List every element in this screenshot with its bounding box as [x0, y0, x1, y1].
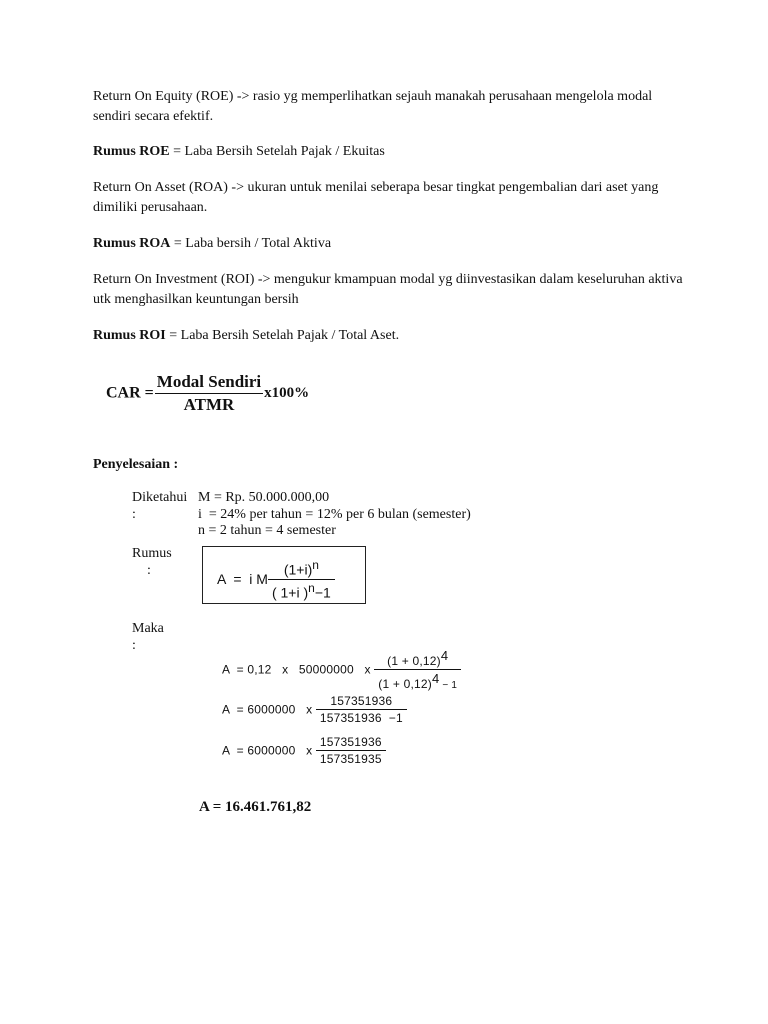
car-denominator: ATMR	[183, 395, 235, 414]
roi-formula	[93, 326, 693, 346]
roe-definition: Return On Equity (ROE) -> rasio yg memperlihatkan sejauh manakah perusahaan mengelola modal sendiri secara efektif.	[93, 89, 653, 124]
step2-lhs: A = 6000000 x	[222, 702, 313, 717]
known-m: M = Rp. 50.000.000,00	[198, 490, 330, 505]
annuity-num-exp: n	[312, 558, 319, 572]
annuity-denominator	[268, 580, 335, 601]
roe-formula-label: Rumus ROE	[93, 144, 170, 159]
step3-denominator: 157351935	[319, 752, 382, 766]
step2-denominator: 157351936 −1	[319, 711, 403, 725]
roi-definition: Return On Investment (ROI) -> mengukur kmampuan modal yg diinvestasikan dalam keseluruhan aktiva utk menghasilkan keuntungan bersih	[93, 272, 683, 307]
annuity-formula	[217, 558, 335, 600]
known-n: n = 2 tahun = 4 semester	[198, 523, 336, 538]
annuity-numerator	[268, 558, 335, 580]
step1-denominator	[374, 670, 461, 691]
rumus-colon: :	[147, 563, 151, 578]
step2-numerator: 157351936	[316, 694, 407, 710]
step1-den-base: (1 + 0,12)	[378, 677, 432, 691]
car-fraction	[155, 372, 263, 415]
rumus-label: Rumus	[132, 546, 172, 561]
roi-formula-text: = Laba Bersih Setelah Pajak / Total Aset.	[165, 328, 400, 343]
car-formula	[106, 372, 309, 415]
annuity-formula-box	[202, 546, 366, 604]
known-colon: :	[132, 507, 136, 522]
step1-fraction	[374, 648, 461, 691]
known-i: i = 24% per tahun = 12% per 6 bulan (semester)	[198, 507, 471, 522]
final-result: A = 16.461.761,82	[199, 799, 312, 815]
step1-den-exp: 4	[431, 671, 440, 686]
annuity-den-base: ( 1+i )	[271, 584, 309, 601]
annuity-den-tail: −1	[314, 584, 331, 601]
calc-step-2	[222, 694, 407, 725]
calc-step-1	[222, 648, 461, 691]
step3-lhs: A = 6000000 x	[222, 743, 313, 758]
roe-formula-text: = Laba Bersih Setelah Pajak / Ekuitas	[169, 144, 385, 159]
roa-formula-text: = Laba bersih / Total Aktiva	[170, 236, 332, 251]
annuity-den-exp: n	[308, 580, 315, 595]
roi-formula-label: Rumus ROI	[93, 328, 166, 343]
annuity-lhs: A = i M	[217, 571, 268, 588]
step1-den-tail: − 1	[439, 680, 458, 691]
known-label: Diketahui	[132, 490, 188, 505]
step3-fraction	[316, 735, 386, 766]
roe-formula	[93, 142, 693, 162]
car-suffix: x100%	[264, 385, 310, 401]
solution-heading: Penyelesaian :	[93, 457, 179, 472]
step2-fraction	[316, 694, 407, 725]
annuity-num-base: (1+i)	[283, 561, 313, 578]
calc-step-3	[222, 735, 386, 766]
step1-numerator	[374, 648, 461, 670]
step3-numerator: 157351936	[316, 735, 386, 751]
car-numerator: Modal Sendiri	[155, 372, 263, 394]
annuity-fraction	[268, 558, 335, 600]
roa-formula	[93, 234, 693, 254]
step1-lhs: A = 0,12 x 50000000 x	[222, 662, 371, 677]
step1-num-base: (1 + 0,12)	[387, 654, 441, 668]
maka-label: Maka	[132, 621, 164, 636]
step1-num-exp: 4	[440, 648, 449, 663]
roa-definition: Return On Asset (ROA) -> ukuran untuk menilai seberapa besar tingkat pengembalian dari aset yang dimiliki perusahaan.	[93, 180, 659, 215]
maka-colon: :	[132, 638, 136, 653]
car-lhs: CAR =	[106, 384, 154, 402]
roa-formula-label: Rumus ROA	[93, 236, 171, 251]
